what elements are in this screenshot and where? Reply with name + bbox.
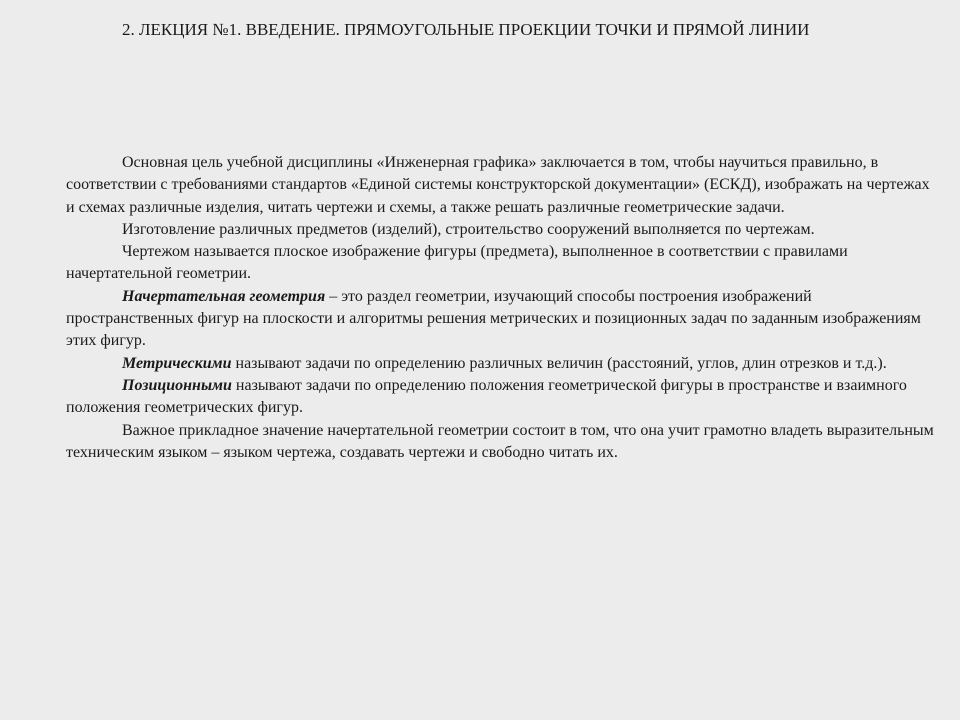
term-positional: Позиционными bbox=[122, 376, 232, 394]
paragraph-metric bbox=[66, 353, 942, 375]
lecture-body bbox=[66, 152, 942, 464]
paragraph-text: называют задачи по определению различных величин (расстояний, углов, длин отрезков и т.д.). bbox=[231, 354, 887, 372]
paragraph-text: Важное прикладное значение начертательной геометрии состоит в том, что она учит грамотно владеть выразительным техническим языком – языком чертежа, создавать чертежи и свободно читать их. bbox=[66, 421, 934, 461]
term-metric: Метрическими bbox=[122, 354, 232, 372]
paragraph-text: Основная цель учебной дисциплины «Инженерная графика» заключается в том, чтобы научиться правильно, в соответствии с требованиями стандартов «Единой системы конструкторской документации» (ЕСКД), изображать на чертежах и схемах различные изделия, читать чертежи и схемы, а также решать различные геометрические задачи. bbox=[66, 154, 930, 216]
paragraph-descriptive-geometry bbox=[66, 286, 942, 353]
paragraph-drawing-definition bbox=[66, 241, 942, 286]
paragraph-positional bbox=[66, 375, 942, 420]
paragraph-text: Чертежом называется плоское изображение фигуры (предмета), выполненное в соответствии с правилами начертательной геометрии. bbox=[66, 243, 848, 283]
paragraph-manufacturing bbox=[66, 219, 942, 241]
term-descriptive-geometry: Начертательная геометрия bbox=[122, 287, 326, 305]
paragraph-text: – это раздел геометрии, изучающий способы построения изображений пространственных фигур на плоскости и алгоритмы решения метрических и позиционных задач по заданным изображениям этих фигур. bbox=[66, 287, 921, 350]
lecture-title: 2. ЛЕКЦИЯ №1. ВВЕДЕНИЕ. ПРЯМОУГОЛЬНЫЕ ПРОЕКЦИИ ТОЧКИ И ПРЯМОЙ ЛИНИИ bbox=[122, 20, 810, 39]
paragraph-importance bbox=[66, 420, 942, 465]
paragraph-intro bbox=[66, 152, 942, 219]
paragraph-text: Изготовление различных предметов (изделий), строительство сооружений выполняется по чертежам. bbox=[122, 220, 815, 238]
paragraph-text: называют задачи по определению положения геометрической фигуры в пространстве и взаимного положения геометрических фигур. bbox=[66, 376, 907, 417]
